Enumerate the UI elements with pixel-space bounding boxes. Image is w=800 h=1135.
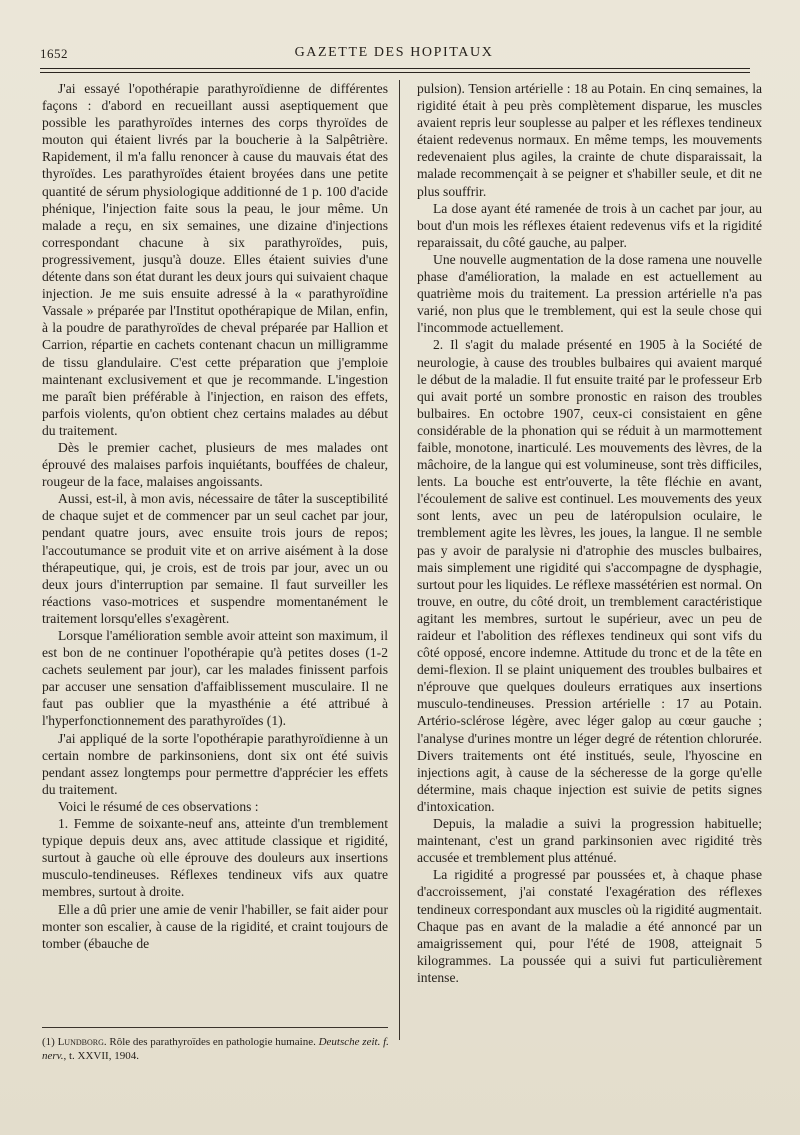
paragraph: La rigidité a progressé par poussées et, à chaque phase d'accroissement, j'ai constaté l'exagération des réflexes tendineux correspondant aux muscles où la rigidité augmentait. Chaque pas en avant de la maladie a été annoncé par un amaigrissement qui, pour l'été de 1908, atteignait 5 kilogrammes. La poussée qui a suivi fut particulièrement intense. (417, 867, 762, 985)
paragraph: Elle a dû prier une amie de venir l'habiller, se fait aider pour monter son escalier, à cause de la rigidité, et craint toujours de tomber (ébauche de (42, 901, 388, 951)
left-column (42, 80, 388, 952)
paragraph: Aussi, est-il, à mon avis, nécessaire de tâter la susceptibilité de chaque sujet et de commencer par un seul cachet par jour, pendant quatre jours, avec ensuite trois jours de repos; l'accoutumance se produit vite et on arrive aisément à la dose thérapeutique, qui, je crois, est de trois par jour, avec un ou deux jours d'interruption par semaine. Il faut surveiller les réactions vaso-motrices et suspendre momentanément le traitement lorsqu'elles s'exagèrent. (42, 491, 388, 626)
paragraph: Lorsque l'amélioration semble avoir atteint son maximum, il est bon de ne continuer l'opothérapie qu'à petites doses (1-2 cachets seulement par jour), car les malades finissent parfois par accuser une sensation d'affaiblissement musculaire. Il ne faut pas oublier que la myasthénie a été attribué à l'hyperfonctionnement des parathyroïdes (1). (42, 628, 388, 729)
page-header (40, 44, 748, 66)
paragraph: Dès le premier cachet, plusieurs de mes malades ont éprouvé des malaises parfois inquiétants, bouffées de chaleur, rougeur de la face, malaises angoissants. (42, 439, 388, 490)
right-column (417, 80, 762, 986)
paragraph: Depuis, la maladie a suivi la progression habituelle; maintenant, c'est un grand parkinsonien avec rigidité très accusée et tremblement plus atténué. (417, 816, 762, 866)
page-number: 1652 (40, 46, 68, 61)
footnote-ref: , t. XXVII, 1904. (63, 1050, 139, 1062)
header-rule-thick (40, 68, 750, 69)
header-rule-thin (40, 72, 750, 73)
footnote-author: Lundborg. (57, 1036, 107, 1048)
paragraph: J'ai essayé l'opothérapie parathyroïdienne de différentes façons : d'abord en recueillant aussi aseptiquement que possible les parathyroïdes internes des corps thyroïdes de mouton qui étaient livrés par la boucherie à la Salpêtrière. Rapidement, il m'a fallu renoncer à cause du mauvais état des thyroïdes. Les parathyroïdes étaient broyées dans une petite quantité de sérum physiologique additionné de 1 p. 100 d'acide phénique, l'injection faite sous la peau, le jour même. Un malade a reçu, en six semaines, une dizaine d'injections correspondant chacune à six parathyroïdes, puis, progressivement, jusqu'à douze. Elles étaient suivies d'une détente dans son état durant les deux jours qui suivaient chaque injection. Je me suis ensuite adressé à la « parathyroïdine Vassale » préparée par l'Institut opothérapique de Milan, enfin, à la poudre de parathyroïdes de cheval préparée par Hallion et Carrion, répartie en cachets contenant chacun un milligramme de tissu glandulaire. C'est cette préparation que j'emploie maintenant exclusivement et que je recommande. L'ingestion me paraît bien préférable à l'injection, en raison des effets, parfois violents, qu'on obtient chez certains malades au début du traitement. (42, 81, 388, 438)
footnote-rule (42, 1027, 388, 1028)
paragraph: 2. Il s'agit du malade présenté en 1905 à la Société de neurologie, à cause des troubles bulbaires qui avaient marqué le début de la maladie. Il fut ensuite traité par le professeur Erb qui avait porté un sombre pronostic en raison des troubles bulbaires. En octobre 1907, ceux-ci consistaient en gêne considérable de la phonation qui se réduit à un marmottement faible, monotone, inarticulé. Les mouvements des lèvres, de la mâchoire, de la langue qui est volumineuse, sont très difficiles, lents. La bouche est entr'ouverte, la tête fléchie en avant, l'écoulement de salive est continuel. Les mouvements des yeux sont lents, avec un peu de latéropulsion oculaire, le tremblement agite les lèvres, les joues, la langue. Il ne semble pas y avoir de paralysie ni d'atrophie des muscles bulbaires, mais simplement une rigidité qui s'accompagne de dysphagie, surtout pour les liquides. Le réflexe massétérien est normal. On trouve, en outre, du côté droit, un tremblement caractéristique agitant les membres, surtout le supérieur, avec un peu de raideur et l'abolition des réflexes tendineux qui sont vifs du côté opposé, encore indemne. Attitude du tronc et de la tête en demi-flexion. Il se plaint uniquement des troubles bulbaires et n'éprouve que quelques douleurs erratiques aux insertions musculo-tendineuses. Pression artérielle : 17 au Potain. Artério-sclérose légère, avec léger galop au cœur gauche ; l'analyse d'urines montre un léger degré de rétention chlorurée. Divers traitements ont été institués, seule, l'hyoscine en injections agit, à cause de la sécheresse de la gorge qu'elle détermine, mais chaque injection est suivie de petits signes d'intoxication. (417, 337, 762, 814)
paragraph: Voici le résumé de ces observations : (58, 798, 259, 814)
paragraph: pulsion). Tension artérielle : 18 au Potain. En cinq semaines, la rigidité était à peu près complètement disparue, les muscles avaient repris leur souplesse au palper et les réflexes tendineux étaient redevenus normaux. En même temps, les mouvements redevenaient plus agiles, la crainte de chute disparaissait, la malade recommençait à se peigner et s'habiller seule, et dit ne plus souffrir. (417, 81, 762, 199)
footnote-marker: (1) (42, 1036, 55, 1048)
paragraph: 1. Femme de soixante-neuf ans, atteinte d'un tremblement typique depuis deux ans, avec attitude classique et rigidité, surtout à gauche où elle éprouve des douleurs aux insertions musculo-tendineuses. Réflexes tendineux vifs aux quatre membres, surtout à droite. (42, 816, 388, 900)
journal-title: GAZETTE DES HOPITAUX (294, 45, 494, 60)
paragraph: Une nouvelle augmentation de la dose ramena une nouvelle phase d'amélioration, la malade en est actuellement au quatrième mois du traitement. La pression artérielle n'a pas varié, non plus que le tremblement, qui est la seule chose qui l'incommode actuellement. (417, 251, 762, 336)
column-divider (399, 80, 400, 1040)
paragraph: La dose ayant été ramenée de trois à un cachet par jour, au bout d'un mois les réflexes étaient redevenus vifs et la rigidité reparaissait, du côté gauche, au palper. (417, 200, 762, 250)
footnote-journal: Deutsche zeit. f. nerv. (42, 1036, 389, 1062)
footnote-text: Rôle des parathyroïdes en pathologie humaine. (106, 1036, 316, 1048)
footnote (42, 1035, 392, 1063)
paragraph: J'ai appliqué de la sorte l'opothérapie parathyroïdienne à un certain nombre de parkinsoniens, dont six ont été suivis pendant assez longtemps pour permettre d'apprécier les effets du traitement. (42, 730, 388, 797)
